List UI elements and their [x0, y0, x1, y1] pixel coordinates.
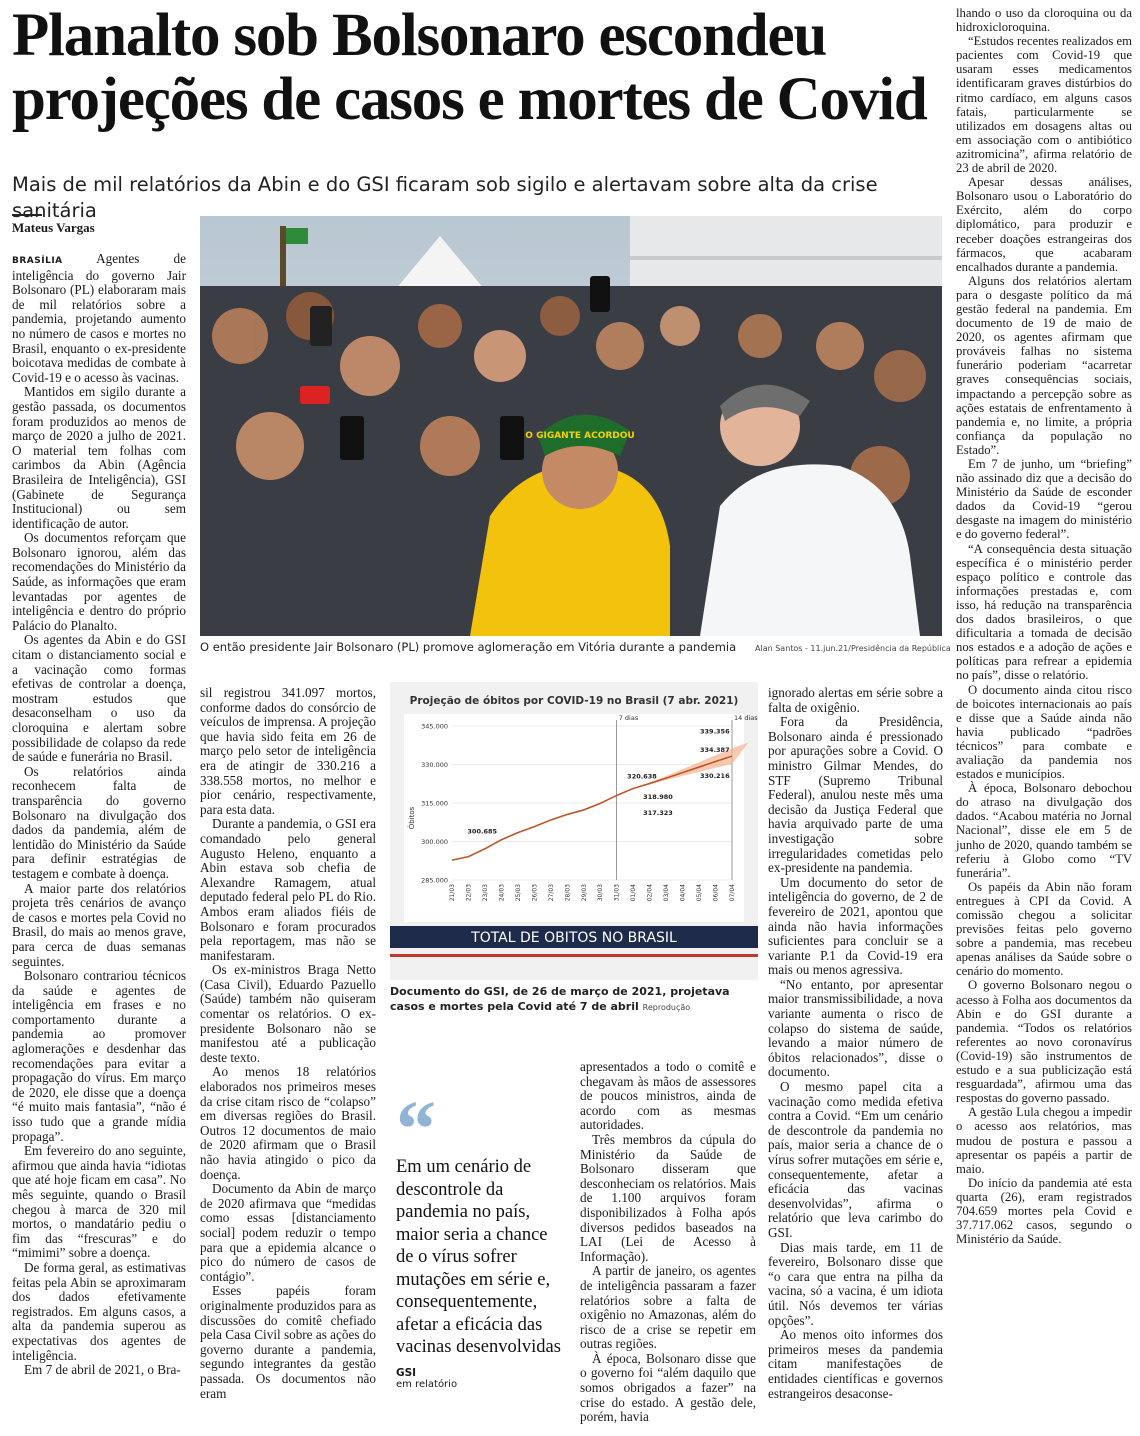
paragraph: apresentados a todo o comitê e chegavam às mãos de assessores de poucos ministros, ainda de acordo com as mesmas autoridades.	[580, 1059, 756, 1133]
paragraph: Ao menos 18 relatórios elaborados nos primeiros meses da crise citam risco de “colapso” em diversas regiões do Brasil. Outros 12 documentos de maio de 2020 afirmam que o Brasil não havia atingido o pico da doença.	[200, 1064, 376, 1182]
chart-figure	[390, 682, 758, 980]
paragraph: Do início da pandemia até esta quarta (26), eram registrados 704.659 mortes pela Covid e 37.717.062 casos, segundo o Ministério da Saúde.	[956, 1175, 1132, 1247]
chart-title: Projeção de óbitos por COVID-19 no Brasil (7 abr. 2021)	[409, 695, 739, 707]
y-tick-label: 345.000	[421, 722, 448, 731]
paragraph: ignorado alertas em série sobre a falta de oxigênio.	[768, 685, 943, 715]
paragraph: Alguns dos relatórios alertam para o desgaste político da má gestão federal na pandemia. Em documento de 19 de maio de 2020, os agentes afirmam que prováveis falhas no sistema funerário poderiam “acarretar graves consequências sociais, impactando a percepção sobre as ações estatais de enfrentamento à pandemia e, no limite, a própria confiança da população no Estado”.	[956, 273, 1132, 457]
y-tick-label: 300.000	[421, 838, 448, 846]
paragraph: Ao menos oito informes dos primeiros meses da pandemia citam manifestações de entidades científicas e governos estrangeiros desaconse-	[768, 1327, 943, 1401]
paragraph: A maior parte dos relatórios projeta três cenários de avanço de casos e mortes pela Covid no Brasil, do mais ao menos grave, para cerca de duas semanas seguintes.	[12, 880, 186, 969]
paragraph: Os documentos reforçam que Bolsonaro ignorou, além das recomendações do Ministério da Saúde, as informações que eram levantadas por agentes de inteligência e dentro do próprio Palácio do Planalto.	[12, 530, 186, 633]
x-tick-label: 24/03	[498, 884, 506, 902]
y-tick-label: 330.000	[421, 761, 448, 769]
subheadline: Mais de mil relatórios da Abin e do GSI ficaram sob sigilo e alertavam sobre alta da crise sanitária	[12, 173, 878, 222]
pull-quote-source: GSI em relatório	[396, 1366, 458, 1390]
paragraph: Os agentes da Abin e do GSI citam o distanciamento social e a vacinação como formas efetivas de controlar a doença, mostram estudos que desaconselham o uso da cloroquina e alertam sobre possibilidade de colapso da rede de saúde e funerária no Brasil.	[12, 632, 186, 765]
dateline: BRASÍLIA	[12, 256, 63, 266]
byline-rule	[12, 214, 42, 216]
x-tick-label: 31/03	[613, 884, 621, 902]
pull-quote-text: Em um cenário de descontrole da pandemia no país, maior seria a chance de o vírus sofrer mutações em série e, consequentemente, afetar a eficácia das vacinas desenvolvidas	[396, 1157, 561, 1357]
paragraph: “No entanto, por apresentar maior transmissibilidade, a nova variante aumenta o risco de colapso do sistema de saúde, levando a maior número de óbitos relacionados”, disse o documento.	[768, 976, 943, 1080]
paragraph: À época, Bolsonaro disse que o governo foi “além daquilo que somos obrigados a fazer” na crise do estado. A gestão dele, porém, havia	[580, 1350, 756, 1425]
value-label: 317.323	[643, 809, 673, 818]
article-column-1	[12, 252, 186, 1378]
paragraph: lhando o uso da cloroquina ou da hidroxicloroquina.	[956, 6, 1132, 35]
paragraph: Os ex-ministros Braga Netto (Casa Civil), Eduardo Pazuello (Saúde) também não quiseram comentar os relatórios. O ex-presidente Bolsonaro não se manifestou até a publicação deste texto.	[200, 962, 376, 1065]
x-tick-label: 04/04	[679, 884, 687, 902]
paragraph: Apesar dessas análises, Bolsonaro usou o Laboratório do Exército, além do corpo diplomático, para produzir e receber doações estrangeiras dos fármacos, que acabaram encalhados durante a pandemia.	[956, 175, 1132, 274]
y-tick-label: 315.000	[421, 799, 448, 808]
paragraph: De forma geral, as estimativas feitas pela Abin se aproximaram dos dados efetivamente registrados. Em alguns casos, a alta da pandemia superou as expectativas dos agentes de inteligência.	[12, 1259, 186, 1363]
value-label: 330.216	[700, 771, 730, 780]
paragraph: “Estudos recentes realizados em pacientes com Covid-19 que usaram esses medicamentos identificaram graves distúrbios do ritmo cardíaco, em alguns casos fatais, particularmente se utilizados em dosagens altas ou em associação com o antibiótico azitromicina”, afirma relatório de 23 de abril de 2020.	[956, 34, 1132, 176]
marker-label: 7 dias	[618, 714, 639, 722]
x-tick-label: 29/03	[580, 884, 588, 902]
article-column-3	[580, 1060, 756, 1425]
chart-banner: TOTAL DE OBITOS NO BRASIL	[471, 930, 677, 946]
byline: Mateus Vargas	[12, 220, 95, 235]
value-label: 300.685	[467, 827, 498, 836]
paragraph: Em 7 de junho, um “briefing” não assinado diz que a decisão do Ministério da Saúde de esconder dados da Covid-19 “gerou desgaste na imagem do ministério e do governo federal”.	[956, 457, 1132, 542]
x-tick-label: 22/03	[465, 884, 473, 902]
figure-credit: Reprodução	[642, 1003, 691, 1012]
article-column-4	[768, 686, 943, 1401]
cap-text: O GIGANTE ACORDOU	[525, 431, 635, 441]
photo-caption: O então presidente Jair Bolsonaro (PL) promove aglomeração em Vitória durante a pandemia	[200, 640, 737, 654]
x-tick-label: 26/03	[531, 884, 539, 902]
paragraph: O documento ainda citou risco de boicotes internacionais ao país e disse que a Saúde ainda não havia publicado “padrões técnicos” para combate e avaliação da pandemia nos estados e municípios.	[956, 682, 1132, 782]
x-tick-label: 03/04	[663, 884, 671, 902]
paragraph: Dias mais tarde, em 11 de fevereiro, Bolsonaro disse que “o cara que entra na pilha da vacina, só a vacina, é um idiota útil. Nós devemos ter várias opções”.	[768, 1239, 943, 1328]
value-label: 320.638	[627, 772, 657, 781]
pull-quote	[396, 1086, 561, 1390]
paragraph: A partir de janeiro, os agentes de inteligência passaram a fazer relatórios sobre a falta de oxigênio no Amazonas, além do risco de a crise se repetir em outras regiões.	[580, 1263, 756, 1352]
paragraph: Documento da Abin de março de 2020 afirmava que “medidas como essas [distanciamento social] podem reduzir o tempo para que a epidemia alcance o pico do número de casos de contágio”.	[200, 1181, 376, 1284]
x-tick-label: 21/03	[449, 884, 456, 902]
article-column-2	[200, 686, 376, 1401]
crowd-illustration	[200, 216, 942, 636]
marker-label: 14 dias	[734, 714, 758, 722]
paragraph: Durante a pandemia, o GSI era comandado pelo general Augusto Heleno, enquanto a Abin estava sob chefia de Alexandre Ramagem, atual deputado federal pelo PL do Rio. Ambos eram aliados fiéis de Bolsonaro e foram procurados pela reportagem, mas não se manifestaram.	[200, 816, 376, 963]
paragraph: Bolsonaro contrariou técnicos da saúde e agentes de inteligência em frases e no comportamento durante a pandemia ao promover aglomerações e desdenhar das recomendações para evitar a propagação do vírus. Em março de 2020, ele disse que a doença “é muito mais fantasia”, “não é isso tudo que a grande mídia propaga”.	[12, 968, 186, 1144]
paragraph: Mantidos em sigilo durante a gestão passada, os documentos foram produzidos ao menos de março de 2020 a julho de 2021. O material tem folhas com carimbos da Abin (Agência Brasileira de Inteligência), GSI (Gabinete de Segurança Institucional) ou sem identificação de autor.	[12, 384, 186, 531]
article-column-5	[956, 6, 1132, 1246]
photo-credit: Alan Santos - 11.jun.21/Presidência da República	[755, 644, 951, 653]
paragraph: A gestão Lula chegou a impedir o acesso aos relatórios, mas mudou de postura e passou a apresentar os papéis a partir de maio.	[956, 1105, 1132, 1176]
x-tick-label: 23/03	[481, 884, 489, 902]
y-tick-label: 285.000	[421, 876, 448, 885]
paragraph: Em fevereiro do ano seguinte, afirmou que ainda havia “idiotas que até hoje ficam em casa”. No mês seguinte, quando o Brasil chegou à marca de 320 mil mortos, o mandatário pediu o fim das “frescuras” e do “mimimi” sobre a doença.	[12, 1143, 186, 1261]
paragraph: À época, Bolsonaro debochou do atraso na divulgação dos dados. “Acabou matéria no Jornal Nacional”, disse ele em 5 de junho de 2020, quando também se referiu à Globo como “TV funerária”.	[956, 781, 1132, 880]
x-tick-label: 30/03	[597, 884, 605, 902]
value-label: 334.387	[700, 746, 730, 755]
banner-stripe	[390, 954, 758, 957]
x-tick-label: 06/04	[712, 884, 720, 902]
paragraph: O governo Bolsonaro negou o acesso à Folha aos documentos da Abin e do GSI durante a pandemia. “Todos os relatórios referentes ao novo coronavírus (Covid-19) são instrumentos de estudo e a sua publicização está resguardada”, afirmou uma das respostas do governo passado.	[956, 978, 1132, 1106]
quote-mark-icon: “	[396, 1086, 430, 1174]
paragraph: Esses papéis foram originalmente produzidos para as discussões do comitê chefiado pela Casa Civil sobre as ações do governo durante a pandemia, segundo integrantes da gestão passada. Os documentos não eram	[200, 1283, 376, 1401]
paragraph: “A consequência desta situação específica é o ministério perder espaço político e controle das informações prestadas e, com isso, há redução na transparência dos dados brasileiros, o que dificultaria a tomada de decisão nos estados e a adoção de ações e políticas para refrear a epidemia no país”, disse o relatório.	[956, 541, 1132, 683]
value-label: 318.980	[643, 792, 673, 801]
paragraph: Os relatórios ainda reconhecem falta de transparência do governo Bolsonaro na divulgação dos dados da pandemia, além de lentidão do Ministério da Saúde para definir estratégias de testagem e combate à doença.	[12, 763, 186, 881]
value-label: 339.356	[700, 727, 730, 736]
paragraph: sil registrou 341.097 mortos, conforme dados do consórcio de veículos de imprensa. A projeção que havia sido feita em 26 de março pelo setor de inteligência era de atingir de 330.216 a 338.558 mortos, no melhor e pior cenário, respectivamente, para esta data.	[200, 685, 376, 817]
paragraph: Em 7 de abril de 2021, o Bra-	[24, 1362, 181, 1378]
paragraph: Fora da Presidência, Bolsonaro ainda é pressionado por apurações sobre a Covid. O ministro Gilmar Mendes, do STF (Supremo Tribunal Federal), anulou neste mês uma decisão da Justiça Federal que havia arquivado parte de uma investigação sobre irregularidades cometidas pelo ex-presidente na pandemia.	[768, 714, 943, 876]
x-tick-label: 01/04	[630, 884, 638, 902]
lead-paragraph: BRASÍLIA Agentes de inteligência do governo Jair Bolsonaro (PL) elaboraram mais de mil relatórios sobre a pandemia, projetando aumento no número de casos e mortes no Brasil, enquanto o ex-presidente boicotava medidas de combate à Covid-19 e o acesso às vacinas.	[12, 251, 186, 385]
x-tick-label: 27/03	[547, 884, 555, 902]
headline: Planalto sob Bolsonaro escondeu projeções de casos e mortes de Covid	[12, 2, 927, 133]
x-tick-label: 25/03	[514, 884, 522, 902]
x-tick-label: 07/04	[729, 884, 736, 902]
news-photo	[200, 216, 942, 636]
x-tick-label: 02/04	[646, 884, 654, 902]
paragraph: Três membros da cúpula do Ministério da Saúde de Bolsonaro disseram que desconheciam os relatórios. Mais de 1.100 arquivos foram disponibilizados à Folha após diversos pedidos baseados na LAI (Lei de Acesso à Informação).	[580, 1131, 756, 1264]
figure-caption: Documento do GSI, de 26 de março de 2021, projetava casos e mortes pela Covid até 7 de abril Reprodução	[390, 985, 730, 1013]
x-tick-label: 05/04	[696, 884, 704, 902]
paragraph: Um documento do setor de inteligência do governo, de 2 de fevereiro de 2021, apontou que ainda não havia informações suficientes para concluir se a variante P.1 da Covid-19 era mais ou menos agressiva.	[768, 874, 943, 978]
x-tick-label: 28/03	[564, 884, 572, 902]
paragraph: O mesmo papel cita a vacinação como medida efetiva contra a Covid. “Em um cenário de descontrole da pandemia no país, maior seria a chance de o vírus sofrer mutações em série e, consequentemente, afetar a eficácia das vacinas desenvolvidas”, afirma o relatório que leva carimbo do GSI.	[768, 1079, 943, 1240]
projection-chart	[390, 682, 758, 980]
paragraph: Os papéis da Abin não foram entregues à CPI da Covid. A comissão chegou a solicitar previsões feitas pelo governo sobre a pandemia, mas recebeu apenas análises da Saúde sobre o cenário do momento.	[956, 879, 1132, 979]
y-axis-label: Óbitos	[408, 806, 416, 830]
